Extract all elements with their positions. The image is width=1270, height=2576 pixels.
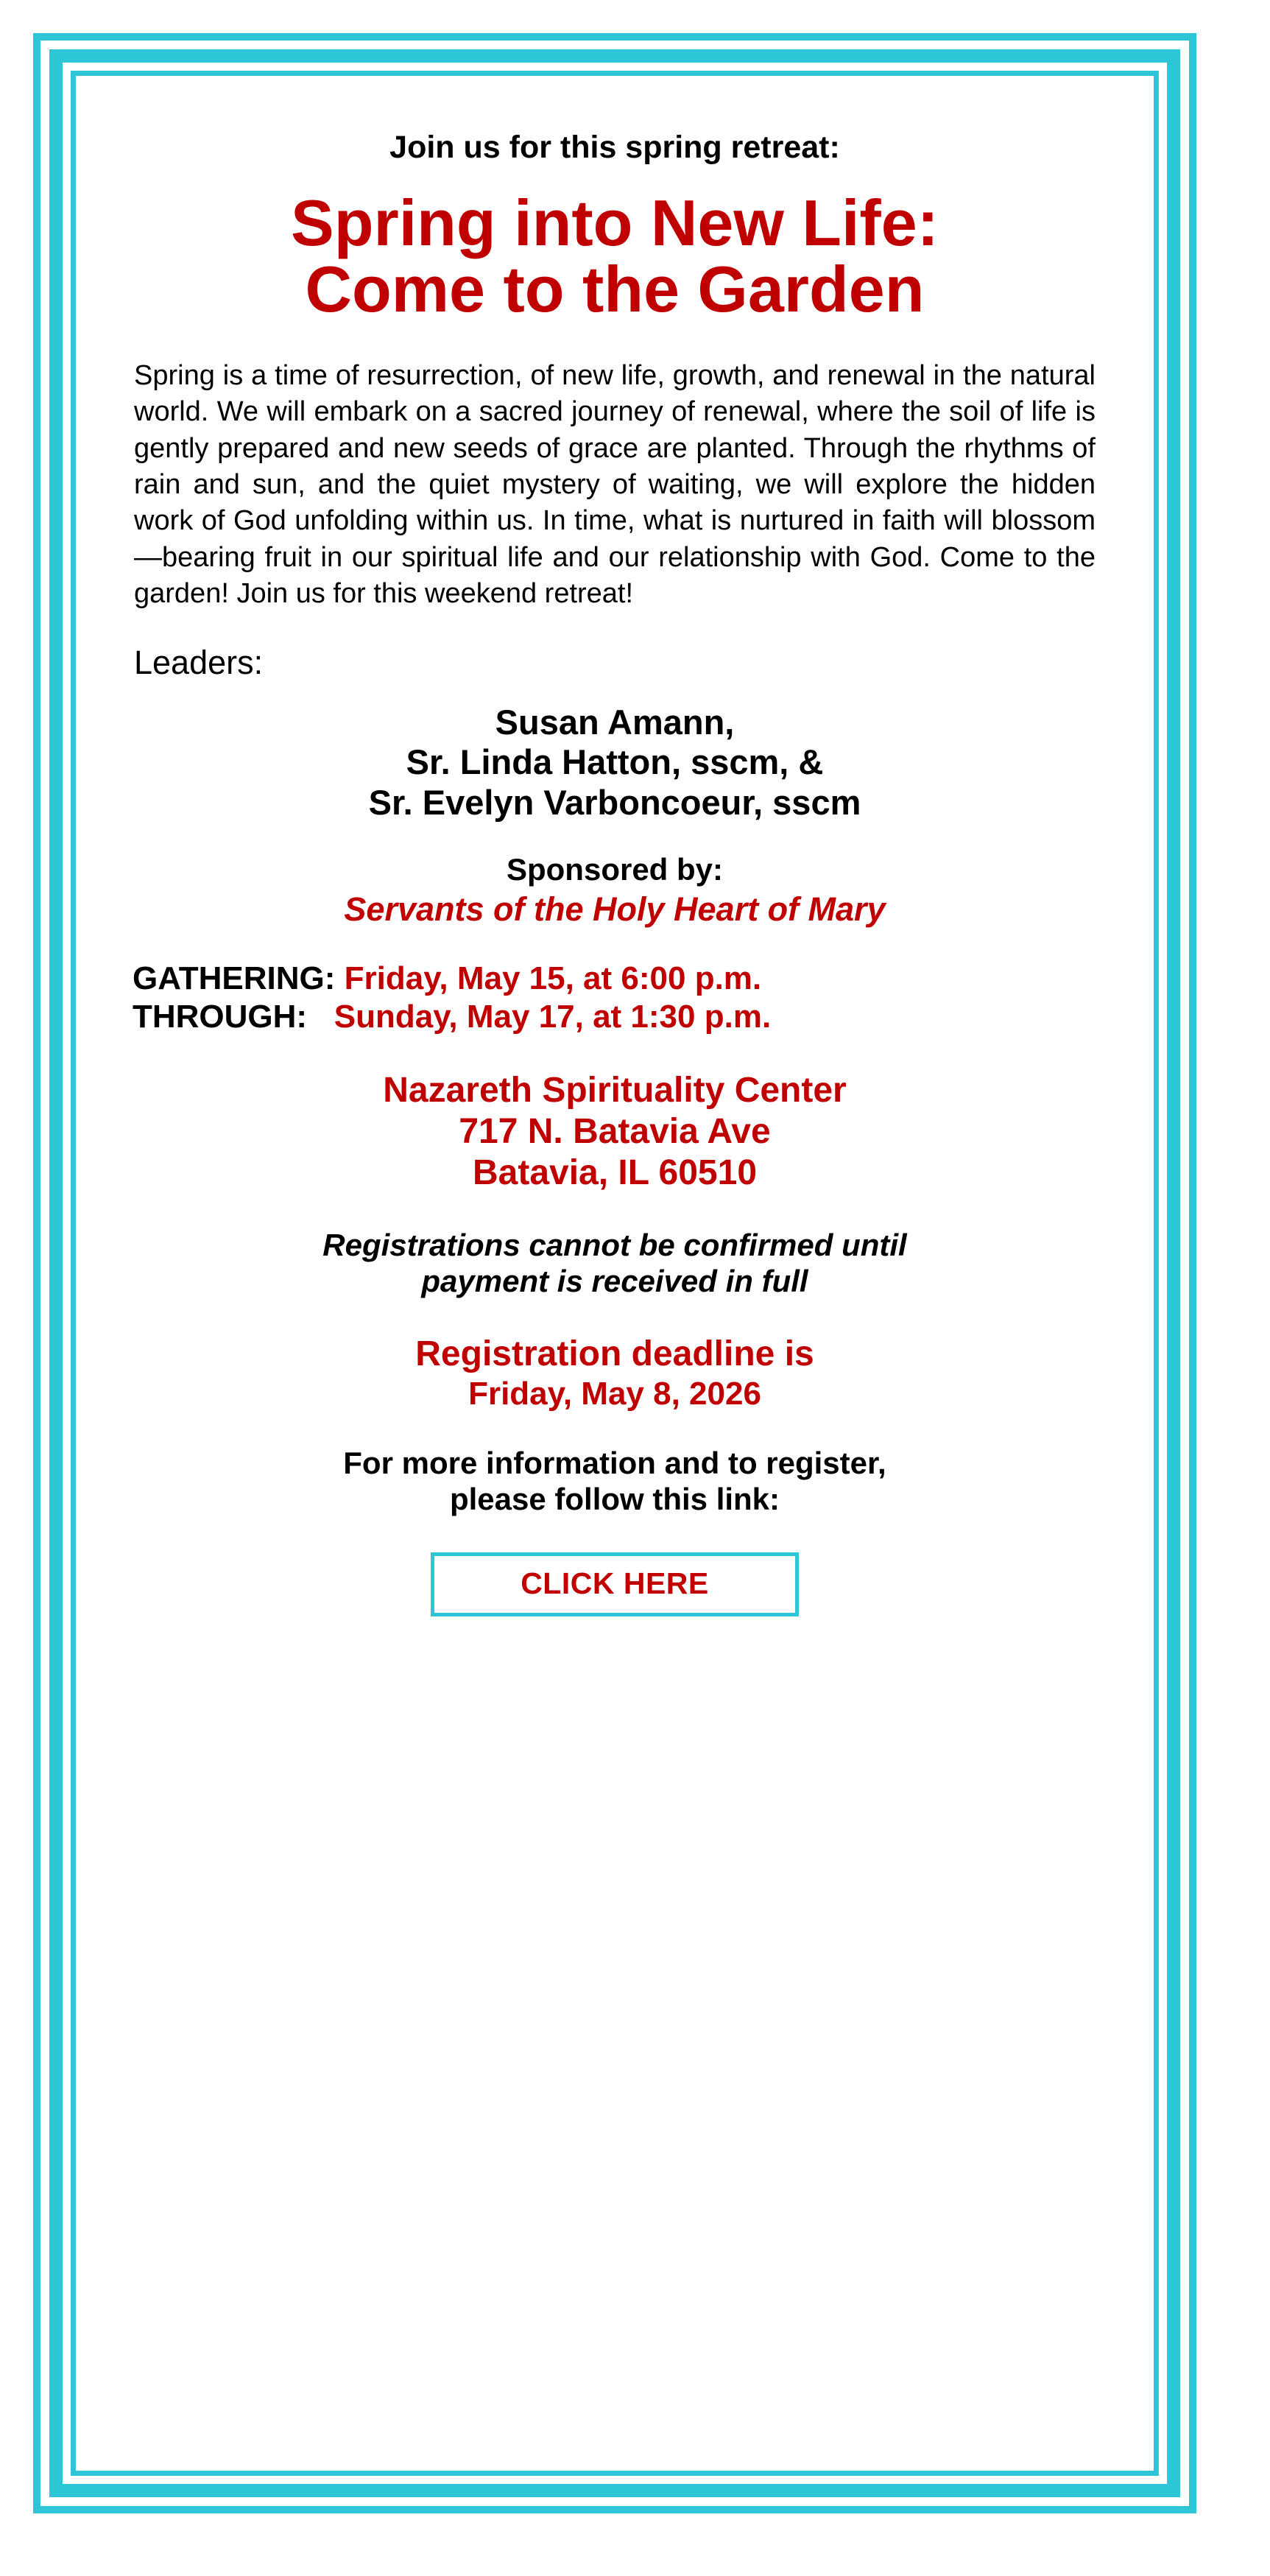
kicker-text: Join us for this spring retreat: xyxy=(389,130,840,165)
flyer-inner-frame xyxy=(71,71,1159,2476)
click-here-button[interactable]: CLICK HERE xyxy=(431,1552,799,1616)
flyer-outer-frame xyxy=(33,33,1196,2513)
flyer-content xyxy=(76,76,1154,2471)
through-value: Sunday, May 17, at 1:30 p.m. xyxy=(307,999,772,1035)
sponsor-block xyxy=(131,852,1098,929)
cta-container xyxy=(131,1552,1098,1616)
schedule-row-through xyxy=(133,998,1098,1036)
page-title xyxy=(131,186,1098,326)
leader-name: Sr. Linda Hatton, sscm, & xyxy=(406,742,824,782)
retreat-description: Spring is a time of resurrection, of new life, growth, and renewal in the natural world. We will embark on a sacred journey of renewal, where the soil of life is gently prepared and new seeds of grace are planted. Through the rhythms of rain and sun, and the quiet mystery of waiting, we will explore the hidden work of God unfolding within us. In time, what is nurtured in faith will blossom—bearing fruit in our spiritual life and our relationship with God. Come to the garden! Join us for this weekend retreat! xyxy=(134,359,1096,610)
venue-street: 717 N. Batavia Ave xyxy=(459,1112,771,1152)
deadline-date: Friday, May 8, 2026 xyxy=(468,1375,761,1412)
registration-info-line-2: please follow this link: xyxy=(449,1481,780,1516)
payment-note-line-2: payment is received in full xyxy=(421,1264,808,1299)
leader-name: Susan Amann, xyxy=(495,702,735,742)
leaders-label: Leaders: xyxy=(134,643,264,681)
deadline-label: Registration deadline is xyxy=(415,1334,814,1373)
page-title-line-2: Come to the Garden xyxy=(305,253,925,326)
through-label: THROUGH: xyxy=(133,999,308,1035)
sponsor-label: Sponsored by: xyxy=(506,852,724,887)
payment-note xyxy=(135,1228,1094,1299)
flyer-middle-frame xyxy=(49,49,1180,2497)
registration-deadline xyxy=(131,1334,1098,1412)
page-title-line-1: Spring into New Life: xyxy=(291,186,939,260)
gathering-value: Friday, May 15, at 6:00 p.m. xyxy=(335,960,762,997)
registration-info xyxy=(131,1445,1098,1517)
leader-name: Sr. Evelyn Varboncoeur, sscm xyxy=(368,782,861,822)
venue-city-state-zip: Batavia, IL 60510 xyxy=(472,1153,758,1193)
venue-address xyxy=(131,1070,1098,1194)
venue-name: Nazareth Spirituality Center xyxy=(383,1070,847,1110)
sponsor-name: Servants of the Holy Heart of Mary xyxy=(344,890,886,929)
registration-info-line-1: For more information and to register, xyxy=(343,1445,886,1480)
payment-note-line-1: Registrations cannot be confirmed until xyxy=(322,1228,907,1263)
schedule-block xyxy=(133,960,1098,1036)
leaders-list xyxy=(131,703,1098,823)
schedule-row-gathering xyxy=(133,960,1098,998)
gathering-label: GATHERING: xyxy=(133,960,336,997)
